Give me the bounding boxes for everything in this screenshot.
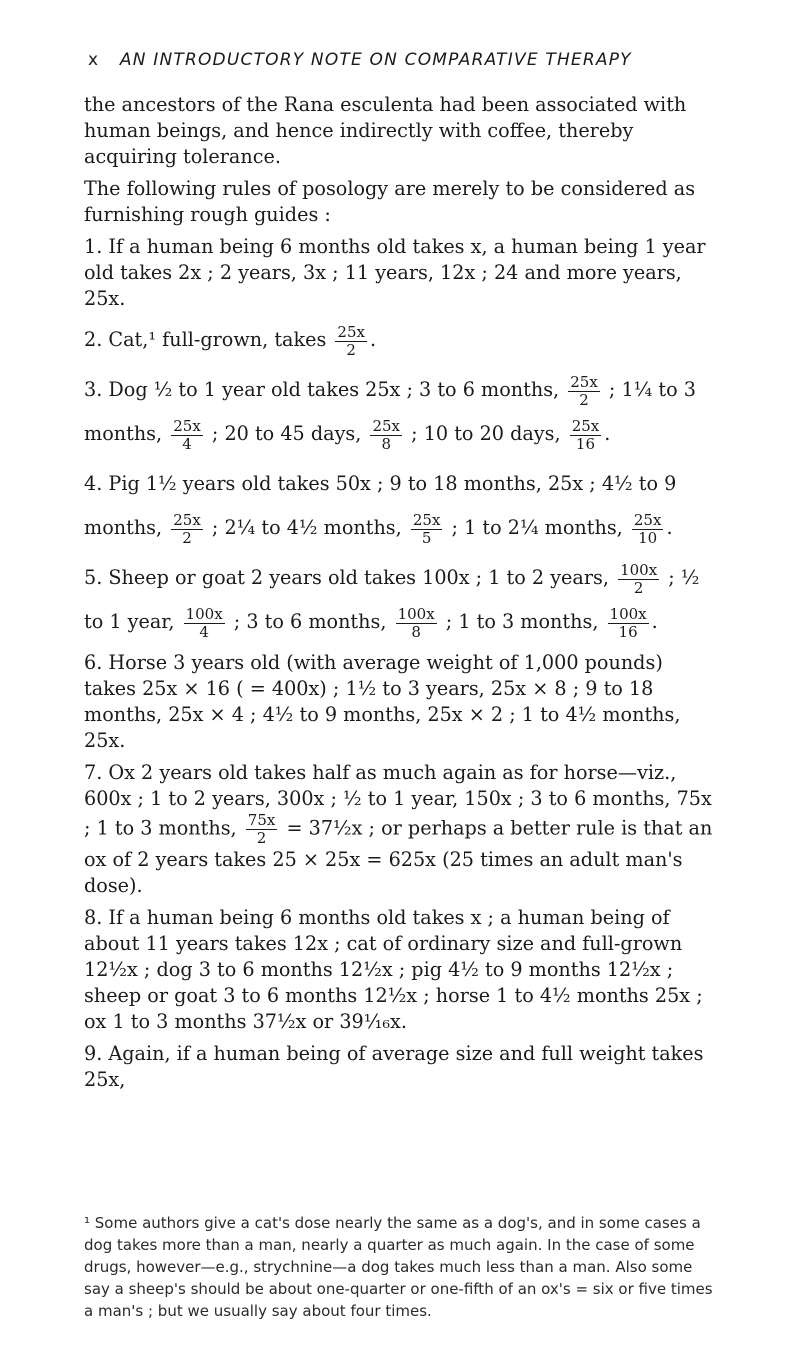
body-text [84,92,720,1093]
numerator: 25x [570,372,598,391]
fraction [246,812,278,847]
rule-5-text: ; 3 to 6 months, [233,610,387,633]
rule-3-text: ; 10 to 20 days, [411,422,561,445]
numerator: 25x [412,510,441,529]
denominator: 2 [633,578,644,597]
numerator: 75x [247,811,276,829]
footnote: ¹ Some authors give a cat's dose nearly the same as a dog's, and in some cases a dog takes more than a man, nearly a quarter as much again. In the case of some drugs, however—e.g., strychnine—a dog takes much less than a man. Also some say a sheep's should be about one-quarter or one-fifth of an ox's = six or five times a man's ; but we usually say about four times. [84,1214,713,1320]
rule-7-text: = 37½x ; or perhaps a better rule is that an ox of 2 years takes 25 × 25x = 625x (25 times an adult man's dose). [84,816,713,897]
intro-paragraph: the ancestors of the Rana esculenta had been associated with human beings, and hence indirectly with coffee, thereby acquiring tolerance. [84,93,687,168]
numerator: 25x [633,510,662,529]
page-number: x [88,50,100,70]
lead-paragraph: The following rules of posology are merely to be considered as furnishing rough guides : [84,177,696,226]
denominator: 2 [579,390,589,409]
rule-8: 8. If a human being 6 months old takes x ; a human being of about 11 years takes 12x ; cat of ordinary size and full-grown 12½x ; dog 3 to 6 months 12½x ; pig 4½ to 9 months 12½x ; sheep or goat 3 to 6 months 12½x ; horse 1 to 4½ months 25x ; ox 1 to 3 months 37½x or 39¹⁄₁₆x. [84,906,703,1033]
fraction [171,418,203,453]
fraction [608,606,649,641]
numerator: 25x [173,510,201,529]
rule-3-text: ; 1¼ to 3 months, [84,378,696,445]
numerator: 25x [372,416,401,435]
denominator: 8 [411,622,421,641]
rule-2 [84,318,720,362]
numerator: 25x [173,416,201,435]
denominator: 16 [618,622,638,641]
rule-2-text: 2. Cat,¹ full-grown, takes [84,328,327,351]
fraction [171,512,203,547]
rule-5-end: . [651,610,658,633]
rule-4 [84,462,720,550]
fraction [335,324,367,359]
numerator: 100x [397,604,435,623]
denominator: 4 [199,622,209,641]
denominator: 2 [346,340,356,359]
numerator: 100x [609,604,647,623]
rule-7 [84,760,720,899]
numerator: 25x [571,416,600,435]
rule-3-end: . [604,422,611,445]
rule-7-text: 7. Ox 2 years old takes half as much again as for horse—viz., 600x ; 1 to 2 years, 300x ; ½ to 1 year, 150x ; 3 to 6 months, 75x ; 1 to 3 months, [84,761,712,840]
denominator: 2 [256,829,267,847]
fraction [618,562,659,597]
rule-3-text: 3. Dog ½ to 1 year old takes 25x ; 3 to 6 months, [84,378,560,401]
numerator: 100x [620,560,658,579]
denominator: 16 [575,434,596,453]
denominator: 8 [381,434,392,453]
running-header [88,50,748,70]
rule-5 [84,556,720,644]
denominator: 10 [638,528,658,547]
rule-5-text: ; 1 to 3 months, [445,610,599,633]
fraction [396,606,437,641]
fraction [632,512,664,547]
fraction [184,606,225,641]
rule-2-end: . [369,328,377,351]
rule-3 [84,368,720,456]
rule-6: 6. Horse 3 years old (with average weight of 1,000 pounds) takes 25x × 16 ( = 400x) ; 1½ to 3 years, 25x × 8 ; 9 to 18 months, 25x × 4 ; 4½ to 9 months, 25x × 2 ; 1 to 4½ months, 25x. [84,651,681,752]
rule-9: 9. Again, if a human being of average size and full weight takes 25x, [84,1042,704,1091]
rule-5-text: ; ½ to 1 year, [84,566,700,633]
rule-3-text: ; 20 to 45 days, [211,422,362,445]
denominator: 4 [182,434,192,453]
denominator: 5 [421,528,432,547]
numerator: 25x [337,322,365,341]
fraction [570,418,602,453]
denominator: 2 [182,528,192,547]
rule-1: 1. If a human being 6 months old takes x, a human being 1 year old takes 2x ; 2 years, 3x ; 11 years, 12x ; 24 and more years, 25x. [84,235,706,310]
numerator: 100x [185,604,223,623]
fraction [568,374,600,409]
rule-5-text: 5. Sheep or goat 2 years old takes 100x ; 1 to 2 years, [84,566,609,589]
rule-4-text: 4. Pig 1½ years old takes 50x ; 9 to 18 months, 25x ; 4½ to 9 months, [84,472,677,539]
rule-4-text: ; 1 to 2¼ months, [451,516,623,539]
fraction [411,512,443,547]
rule-4-text: ; 2¼ to 4½ months, [211,516,402,539]
fraction [370,418,402,453]
rule-4-end: . [666,516,673,539]
running-title: AN INTRODUCTORY NOTE ON COMPARATIVE THERAPY [119,50,632,70]
